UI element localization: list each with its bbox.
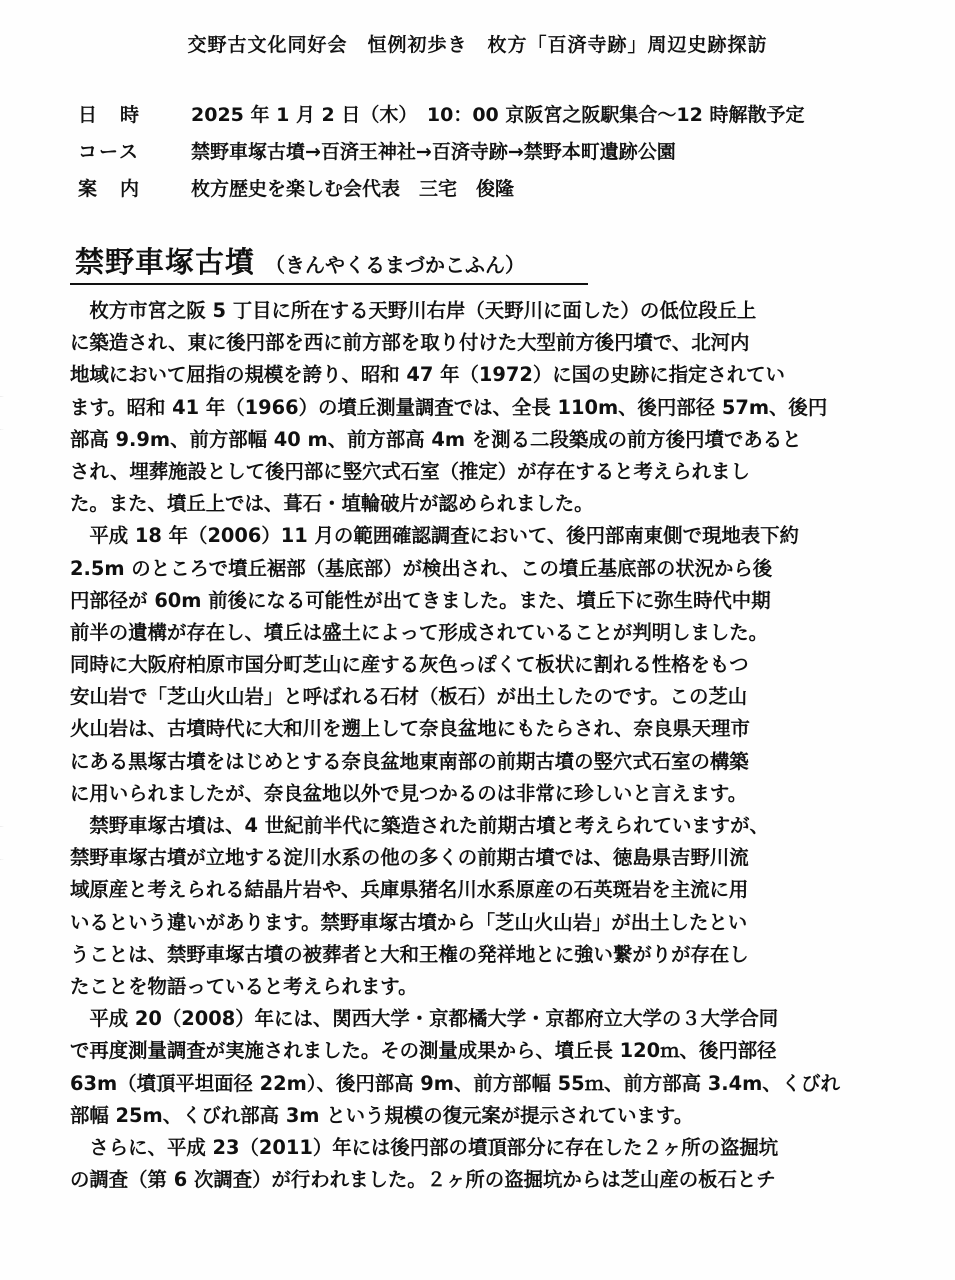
body-line: 禁野車塚古墳は、4 世紀前半代に築造された前期古墳と考えられていますが、 (70, 814, 769, 837)
body-line: 部幅 25m、くびれ部高 3m という規模の復元案が提示されています。 (70, 1103, 694, 1127)
info-label-date: 日 時 (78, 104, 142, 126)
body-line: で再度測量調査が実施されました。その測量成果から、墳丘長 120ｍ、後円部径 (70, 1039, 777, 1063)
info-row-course (78, 132, 804, 169)
body-line: ます。昭和 41 年（1966）の墳丘測量調査では、全長 110m、後円部径 57m、後円 (70, 395, 828, 419)
punch-hole-mark (0, 826, 18, 860)
body-line: 域原産と考えられる結晶片岩や、兵庫県猪名川水系原産の石英斑岩を主流に用 (70, 878, 749, 902)
body-line: 同時に大阪府柏原市国分町芝山に産する灰色っぽくて板状に割れる性格をもつ (70, 653, 749, 677)
body-text (70, 295, 875, 1196)
section-heading (75, 240, 525, 281)
info-label-course: コース (78, 141, 141, 163)
body-line: 平成 18 年（2006）11 月の範囲確認調査において、後円部南東側で現地表下約 (70, 524, 799, 548)
body-line: 2.5m のところで墳丘裾部（基底部）が検出され、この墳丘基底部の状況から後 (70, 556, 773, 580)
document-header: 交野古文化同好会 恒例初歩き 枚方「百済寺跡」周辺史跡探訪 (187, 34, 768, 56)
body-line: 前半の遺構が存在し、墳丘は盛土によって形成されていることが判明しました。 (70, 620, 769, 644)
body-line: 63m（墳頂平坦面径 22m）、後円部高 9m、前方部幅 55ｍ、前方部高 3.4m、くびれ (70, 1071, 840, 1095)
event-info (78, 95, 804, 206)
body-line: いるという違いがあります。禁野車塚古墳から「芝山火山岩」が出土したとい (70, 910, 748, 934)
body-line: 火山岩は、古墳時代に大和川を遡上して奈良盆地にもたらされ、奈良県天理市 (70, 717, 750, 741)
body-line: 平成 20（2008）年には、関西大学・京都橘大学・京都府立大学の３大学合同 (70, 1007, 779, 1031)
info-value-date: 2025 年 1 月 2 日（木） 10：00 京阪宮之阪駅集合～12 時解散予定 (191, 104, 805, 126)
body-line: さらに、平成 23（2011）年には後円部の墳頂部分に存在した２ヶ所の盗掘坑 (70, 1135, 779, 1159)
info-value-guide: 枚方歴史を楽しむ会代表 三宅 俊隆 (191, 178, 515, 200)
punch-hole-mark (0, 396, 18, 430)
section-title-reading: （きんやくるまづかこふん） (265, 253, 526, 277)
body-line: に用いられましたが、奈良盆地以外で見つかるのは非常に珍しいと言えます。 (70, 781, 748, 805)
section-title: 禁野車塚古墳 (75, 245, 256, 279)
body-line: され、埋葬施設として後円部に竪穴式石室（推定）が存在すると考えられまし (70, 459, 750, 483)
section-title-underline (70, 283, 588, 285)
info-label-guide: 案 内 (78, 178, 142, 200)
body-line: うことは、禁野車塚古墳の被葬者と大和王権の発祥地とに強い繋がりが存在し (70, 942, 749, 966)
body-line: 枚方市宮之阪 5 丁目に所在する天野川右岸（天野川に面した）の低位段丘上 (70, 299, 757, 322)
body-line: 安山岩で「芝山火山岩」と呼ばれる石材（板石）が出土したのです。この芝山 (70, 685, 748, 709)
info-row-guide (78, 169, 804, 206)
body-line: 円部径が 60m 前後になる可能性が出てきました。また、墳丘下に弥生時代中期 (70, 588, 771, 612)
body-line: の調査（第 6 次調査）が行われました。２ヶ所の盗掘坑からは芝山産の板石とチ (70, 1168, 776, 1192)
body-line: た。また、墳丘上では、葺石・埴輪破片が認められました。 (70, 492, 594, 516)
body-line: 部高 9.9m、前方部幅 40 m、前方部高 4m を測る二段築成の前方後円墳であると (70, 427, 802, 451)
body-line: に築造され、東に後円部を西に前方部を取り付けた大型前方後円墳で、北河内 (70, 331, 750, 355)
info-value-course: 禁野車塚古墳→百済王神社→百済寺跡→禁野本町遺跡公園 (191, 141, 676, 163)
body-line: にある黒塚古墳をはじめとする奈良盆地東南部の前期古墳の竪穴式石室の構築 (70, 749, 749, 773)
body-line: 地域において屈指の規模を誇り、昭和 47 年（1972）に国の史跡に指定されてい (70, 363, 785, 387)
body-line: たことを物語っていると考えられます。 (70, 974, 418, 998)
info-row-date (78, 95, 804, 132)
body-line: 禁野車塚古墳が立地する淀川水系の他の多くの前期古墳では、徳島県吉野川流 (70, 846, 749, 870)
